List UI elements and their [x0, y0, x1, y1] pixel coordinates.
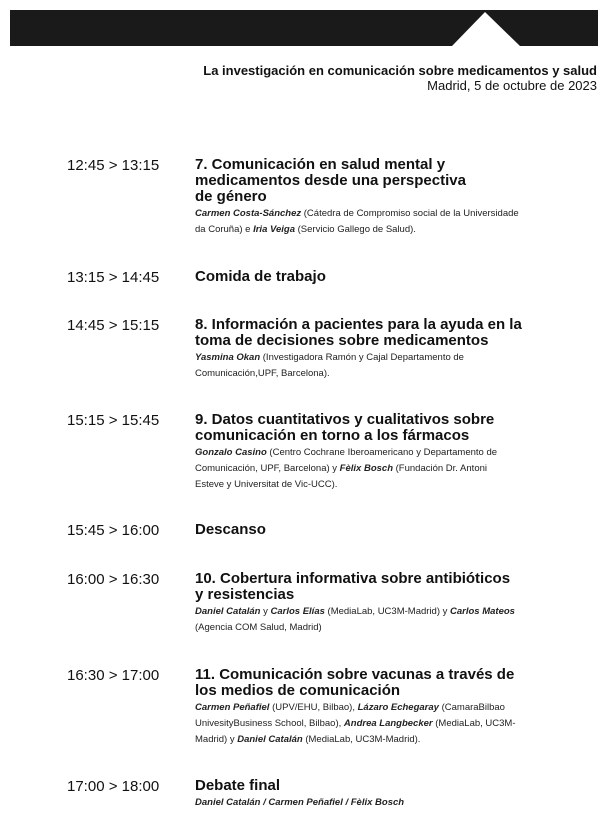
speaker-affiliation: (MediaLab, UC3M-: [432, 718, 516, 729]
event-title: La investigación en comunicación sobre medicamentos y salud: [203, 63, 597, 78]
session-content: [195, 667, 565, 748]
session-title: [195, 522, 565, 538]
speaker-name: Carmen Costa-Sánchez: [195, 208, 302, 219]
speaker-name: Yasmina Okan: [195, 352, 261, 363]
session-title-line: medicamentos desde una perspectiva: [195, 172, 466, 189]
speaker-name: Lázaro Echegaray: [357, 702, 439, 713]
session-title-line: los medios de comunicación: [195, 682, 401, 699]
session-speakers: [195, 206, 565, 238]
speakers-line: [195, 206, 565, 222]
top-banner: [10, 10, 598, 46]
session-title: [195, 571, 565, 603]
speaker-affiliation: (UPV/EHU, Bilbao),: [269, 702, 358, 713]
speaker-name: Daniel Catalán: [195, 606, 261, 617]
session-title-line: Debate final: [195, 777, 281, 794]
session-content: [195, 269, 565, 285]
session-title-line: 10. Cobertura informativa sobre antibióticos: [195, 570, 511, 587]
speaker-name: Carmen Peñafiel: [195, 702, 270, 713]
session-time: 13:15 > 14:45: [67, 269, 160, 286]
session-time: 15:45 > 16:00: [67, 522, 160, 539]
session-title-line: 11. Comunicación sobre vacunas a través de: [195, 666, 515, 683]
session-time: 16:30 > 17:00: [67, 667, 160, 684]
session-title: [195, 667, 565, 699]
session-content: [195, 571, 565, 636]
session-title: [195, 157, 565, 205]
speaker-affiliation: (Agencia COM Salud, Madrid): [195, 622, 322, 633]
speakers-line: [195, 350, 565, 366]
session-speakers: [195, 604, 565, 636]
speaker-name: Carlos Mateos: [450, 606, 515, 617]
speaker-affiliation: Comunicación, UPF, Barcelona) y: [195, 463, 340, 474]
session-title-line: toma de decisiones sobre medicamentos: [195, 332, 489, 349]
speakers-line: [195, 732, 565, 748]
session-title: [195, 269, 565, 285]
speakers-line: [195, 477, 565, 493]
speaker-affiliation: y: [260, 606, 271, 617]
speaker-name: Gonzalo Casino: [195, 447, 267, 458]
speaker-affiliation: (Servicio Gallego de Salud).: [295, 224, 416, 235]
session-title-line: comunicación en torno a los fármacos: [195, 427, 470, 444]
session-title-line: Descanso: [195, 521, 266, 538]
speakers-line: [195, 461, 565, 477]
speakers-line: [195, 445, 565, 461]
speaker-affiliation: UnivesityBusiness School, Bilbao),: [195, 718, 344, 729]
speaker-affiliation: Esteve y Universitat de Vic-UCC).: [195, 479, 338, 490]
speaker-affiliation: (Fundación Dr. Antoni: [393, 463, 487, 474]
page-header: [203, 63, 597, 94]
session-title-line: de género: [195, 188, 267, 205]
speaker-name: Andrea Langbecker: [343, 718, 433, 729]
speaker-name: Daniel Catalán: [237, 734, 303, 745]
session-title: [195, 317, 565, 349]
session-content: [195, 157, 565, 238]
session-speakers: [195, 350, 565, 382]
speaker-affiliation: (Investigadora Ramón y Cajal Departamento de: [260, 352, 464, 363]
speakers-line: [195, 700, 565, 716]
session-title-line: 9. Datos cuantitativos y cualitativos sobre: [195, 411, 495, 428]
session-content: [195, 778, 565, 811]
session-time: 15:15 > 15:45: [67, 412, 160, 429]
session-content: [195, 522, 565, 538]
speaker-affiliation: (Centro Cochrane Iberoamericano y Departamento de: [266, 447, 498, 458]
speakers-line: [195, 795, 565, 811]
speaker-affiliation: da Coruña) e: [195, 224, 254, 235]
session-speakers: [195, 795, 565, 811]
speaker-name: Carlos Elías: [270, 606, 325, 617]
speaker-affiliation: Madrid) y: [195, 734, 238, 745]
session-title-line: 7. Comunicación en salud mental y: [195, 156, 446, 173]
speaker-affiliation: (MediaLab, UC3M-Madrid).: [302, 734, 421, 745]
session-content: [195, 317, 565, 382]
speakers-line: [195, 366, 565, 382]
speaker-name: Fèlix Bosch: [339, 463, 393, 474]
session-title: [195, 412, 565, 444]
speaker-affiliation: (Cátedra de Compromiso social de la Universidade: [301, 208, 519, 219]
event-date: Madrid, 5 de octubre de 2023: [427, 78, 597, 93]
speakers-line: [195, 604, 565, 620]
speaker-affiliation: Comunicación,UPF, Barcelona).: [195, 368, 330, 379]
session-time: 17:00 > 18:00: [67, 778, 160, 795]
session-title-line: Comida de trabajo: [195, 268, 326, 285]
session-speakers: [195, 700, 565, 748]
session-content: [195, 412, 565, 493]
banner-notch-decoration: [10, 10, 598, 46]
speakers-line: [195, 716, 565, 732]
speaker-affiliation: (CamaraBilbao: [438, 702, 505, 713]
session-time: 16:00 > 16:30: [67, 571, 160, 588]
speaker-name: Iria Veiga: [253, 224, 295, 235]
session-title-line: 8. Información a pacientes para la ayuda en la: [195, 316, 522, 333]
session-title-line: y resistencias: [195, 586, 295, 603]
session-speakers: [195, 445, 565, 493]
speakers-line: [195, 222, 565, 238]
speakers-line: [195, 620, 565, 636]
session-time: 14:45 > 15:15: [67, 317, 160, 334]
session-time: 12:45 > 13:15: [67, 157, 160, 174]
speaker-name: Daniel Catalán / Carmen Peñafiel / Fèlix Bosch: [195, 797, 405, 808]
speaker-affiliation: (MediaLab, UC3M-Madrid) y: [324, 606, 451, 617]
session-title: [195, 778, 565, 794]
